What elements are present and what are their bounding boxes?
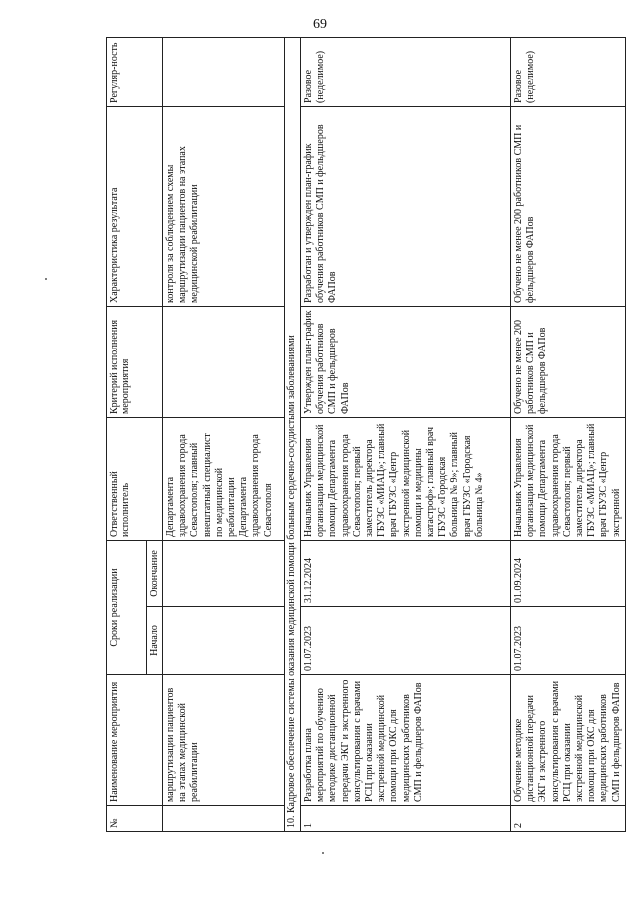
cell-name: Обучение методике дистанционной передачи ЭКГ и экстренного консультирования с врачами РСЦ при оказании экстренной медицинской помощи при ОКС для медицинских работников СМП и фельдшеров ФАПов [511, 675, 626, 806]
cell-criterion: Утвержден план-график обучения работников СМП и фельдшеров ФАПов [301, 306, 511, 417]
section-title: 10. Кадровое обеспечение системы оказания медицинской помощи больным сердечно-сосудистыми заболеваниями [285, 37, 301, 831]
cell-start: 01.07.2023 [511, 607, 626, 675]
table-row [511, 37, 626, 831]
cell-regularity: Разовое (неделимое) [301, 37, 511, 106]
header-end: Окончание [147, 540, 163, 606]
cell-no: 1 [301, 806, 511, 832]
scan-speck [45, 278, 47, 280]
cell-responsible: Начальник Управления организации медицинской помощи Департамента здравоохранения города Севастополя; первый заместитель директора ГБУЗС «МИАЦ»; главный врач ГБУЗС «Центр экстренной медицинской помощи и медицины катастроф»; главный врач ГБУЗС «Городская больница № 9»; главный врач ГБУЗС «Городская больница № 4» [301, 417, 511, 540]
cell-responsible: Департамента здравоохранения города Севастополя; главный внештатный специалист по медицинской реабилитации Департамента здравоохранения города Севастополя [163, 417, 285, 540]
header-result: Характеристика результата [107, 106, 163, 306]
cell-end: 01.09.2024 [511, 540, 626, 606]
cell-criterion: Обучено не менее 200 работников СМП и фельдшеров ФАПов [511, 306, 626, 417]
cell-start: 01.07.2023 [301, 607, 511, 675]
scan-speck [322, 852, 324, 854]
cell-result: Обучено не менее 200 работников СМП и фельдшеров ФАПов [511, 106, 626, 306]
header-responsible: Ответственный исполнитель [107, 417, 163, 540]
table-row [301, 37, 511, 831]
cell-no [163, 806, 285, 832]
header-regularity: Регуляр-ность [107, 37, 163, 106]
header-no: № [107, 806, 163, 832]
page-number: 69 [313, 17, 327, 32]
header-start: Начало [147, 607, 163, 675]
cell-regularity [163, 37, 285, 106]
cell-no: 2 [511, 806, 626, 832]
cell-end [163, 540, 285, 606]
continued-row [163, 37, 285, 831]
cell-result: контроля за соблюдением схемы маршрутизации пациентов на этапах медицинской реабилитации [163, 106, 285, 306]
header-criterion: Критерий исполнения мероприятия [107, 306, 163, 417]
cell-result: Разработан и утвержден план-график обучения работников СМП и фельдшеров ФАПов [301, 106, 511, 306]
measures-table [106, 37, 626, 832]
cell-name: маршрутизации пациентов на этапах медицинской реабилитации [163, 675, 285, 806]
cell-criterion [163, 306, 285, 417]
cell-responsible: Начальник Управления организации медицинской помощи Департамента здравоохранения города Севастополя; первый заместитель директора ГБУЗС «МИАЦ»; главный врач ГБУЗС «Центр экстренной [511, 417, 626, 540]
section-row [285, 37, 301, 831]
cell-start [163, 607, 285, 675]
cell-regularity: Разовое (неделимое) [511, 37, 626, 106]
cell-end: 31.12.2024 [301, 540, 511, 606]
cell-name: Разработка плана мероприятий по обучению методике дистанционной передачи ЭКГ и экстренного консультирования с врачами РСЦ при оказании экстренной медицинской помощи при ОКС для медицинских работников СМП и фельдшеров ФАПов [301, 675, 511, 806]
header-terms: Сроки реализации [107, 540, 147, 674]
rotated-table-page [106, 38, 622, 832]
header-row-1 [107, 37, 147, 831]
header-name: Наименование мероприятия [107, 675, 163, 806]
